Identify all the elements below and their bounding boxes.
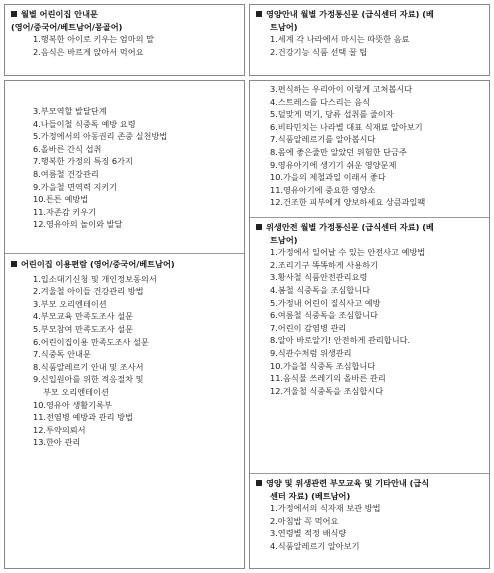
list-item: 11.전염병 예방과 관리 방법 — [33, 412, 133, 423]
list-item: 11.자존감 키우기 — [33, 206, 97, 217]
list-item: 2.겨울철 아이들 건강관리 방법 — [33, 286, 144, 297]
list-item: 12.겨울철 식중독을 조심합시다 — [270, 385, 384, 396]
document — [4, 4, 490, 569]
list-item: 1.가정에서의 식자재 보관 방법 — [270, 503, 381, 514]
section-divider — [250, 473, 489, 474]
section-title: 어린이집 이용편람 (영어/중국어/베트남어) — [11, 258, 238, 271]
list-item: 6.여름철 식중독을 조심합니다 — [270, 310, 378, 321]
right-box-top — [249, 4, 490, 76]
list-item: 2.조리기구 똑똑하게 사용하기 — [270, 259, 378, 270]
list-item: 3.황사철 식품안전관리요령 — [270, 272, 368, 283]
list-item: 4.봄철 식중독을 조심합니다 — [270, 284, 371, 295]
list-item: 5.덜맞게 먹기, 당류 섭취를 줄이자 — [270, 109, 394, 120]
list-item: 4.부모교육 만족도조사 설문 — [33, 311, 134, 322]
list-item: 8.알아 바로알기! 안전하게 관리합니다. — [270, 335, 411, 346]
square-bullet-icon — [11, 261, 17, 267]
list-item: 1.가정에서 일어날 수 있는 안전사고 예방법 — [270, 247, 426, 258]
section-subtitle: (영어/중국어/베트남어/몽골어) — [11, 21, 123, 32]
list-item: 4.스트레스를 다스리는 음식 — [270, 96, 371, 107]
list-item: 13.한아 관리 — [33, 437, 81, 448]
square-bullet-icon — [256, 224, 262, 230]
section-title-cont: 트남어) — [270, 21, 298, 32]
list-item: 9.영유아기에 생기기 쉬운 영양문제 — [270, 159, 397, 170]
left-box-bottom — [4, 80, 245, 569]
section-divider — [5, 253, 244, 254]
section-title: 영양안내 월별 가정통신문 (급식센터 자료) (베 — [256, 8, 483, 21]
left-box-top — [4, 4, 245, 76]
section-title-cont: 센터 자료) (베트남어) — [270, 490, 351, 501]
list-item: 12.투약의뢰서 — [33, 424, 86, 435]
list-item: 5.가정내 어린이 질식사고 예방 — [270, 297, 381, 308]
list-item: 12.건조한 피부에게 양보하세요 상큼과일팩 — [270, 197, 426, 208]
list-item: 3.부모 오리엔테이션 — [33, 298, 107, 309]
list-item: 부모 오리엔테이션 — [43, 386, 109, 397]
list-item: 11.음식물 쓰레기의 올바른 관리 — [270, 373, 386, 384]
square-bullet-icon — [256, 480, 262, 486]
list-item: 2.건강기능 식품 선택 꿀 팁 — [270, 46, 368, 57]
list-item: 1.세계 각 나라에서 마시는 따뜻한 음료 — [270, 34, 410, 45]
list-item: 7.행복한 가정의 특징 6가지 — [33, 156, 133, 167]
list-item: 3.편식하는 우리아이 이렇게 고쳐봅시다 — [270, 84, 413, 94]
list-item: 7.어린이 감염병 관리 — [270, 322, 347, 333]
list-item: 10.영유아 생활기록부 — [33, 399, 112, 410]
list-item: 8.여름철 건강관리 — [33, 168, 99, 179]
list-item: 8.몸에 좋은줄만 알았던 위험한 단금주 — [270, 146, 407, 157]
list-item: 5.가정에서의 아동권리 존중 실천방법 — [33, 131, 168, 142]
section-title: 영양 및 위생관련 부모교육 및 기타안내 (급식 — [256, 477, 483, 490]
list-item: 11.영유아기에 중요한 영양소 — [270, 184, 376, 195]
list-item: 8.식품알레르기 안내 및 조사서 — [33, 361, 144, 372]
list-item: 10.가을철 식중독 조심합니다 — [270, 360, 376, 371]
list-item: 2.음식은 바르게 앉아서 먹어요 — [33, 46, 144, 57]
list-item: 10.튼튼 예방법 — [33, 194, 89, 205]
list-item: 12.영유아의 놀이와 발달 — [33, 219, 123, 230]
list-item: 7.식중독 안내문 — [33, 349, 91, 360]
section-title: 위생안전 월별 가정통신문 (급식센터 자료) (베 — [256, 221, 483, 234]
right-box-bottom — [249, 80, 490, 569]
square-bullet-icon — [11, 11, 17, 17]
section-title: 월별 어린이집 안내문 — [11, 8, 238, 21]
list-item: 9.가을철 면역력 지키기 — [33, 181, 118, 192]
section-divider — [250, 217, 489, 218]
list-item: 6.올바른 간식 섭취 — [33, 143, 102, 154]
list-item: 5.부모참여 만족도조사 설문 — [33, 323, 134, 334]
section-title-cont: 트남어) — [270, 234, 298, 245]
list-item: 7.식품알레르기를 알아봅시다 — [270, 134, 376, 145]
square-bullet-icon — [256, 11, 262, 17]
list-item: 3.부모역할 발달단계 — [33, 106, 107, 116]
list-item: 10.가을의 제철과일 이래서 좋다 — [270, 172, 386, 183]
list-item: 9.신입원아를 위한 적응절차 및 — [33, 374, 144, 385]
list-item: 9.식관수처럼 위생관리 — [270, 347, 352, 358]
list-item: 1.입소대기신청 및 개인정보동의서 — [33, 273, 157, 284]
list-item: 6.비타민치는 나라별 대표 식재료 알아보기 — [270, 121, 423, 132]
list-item: 1.행복한 아이로 키우는 엄마의 말 — [33, 34, 155, 45]
list-item: 4.식품알레르기 알아보기 — [270, 540, 360, 551]
list-item: 3.연령별 적정 배식량 — [270, 528, 347, 539]
list-item: 6.어린이집이용 만족도조사 설문 — [33, 336, 149, 347]
list-item: 2.아침밥 꼭 먹어요 — [270, 515, 339, 526]
list-item: 4.나들이철 식중독 예방 요령 — [33, 118, 136, 129]
